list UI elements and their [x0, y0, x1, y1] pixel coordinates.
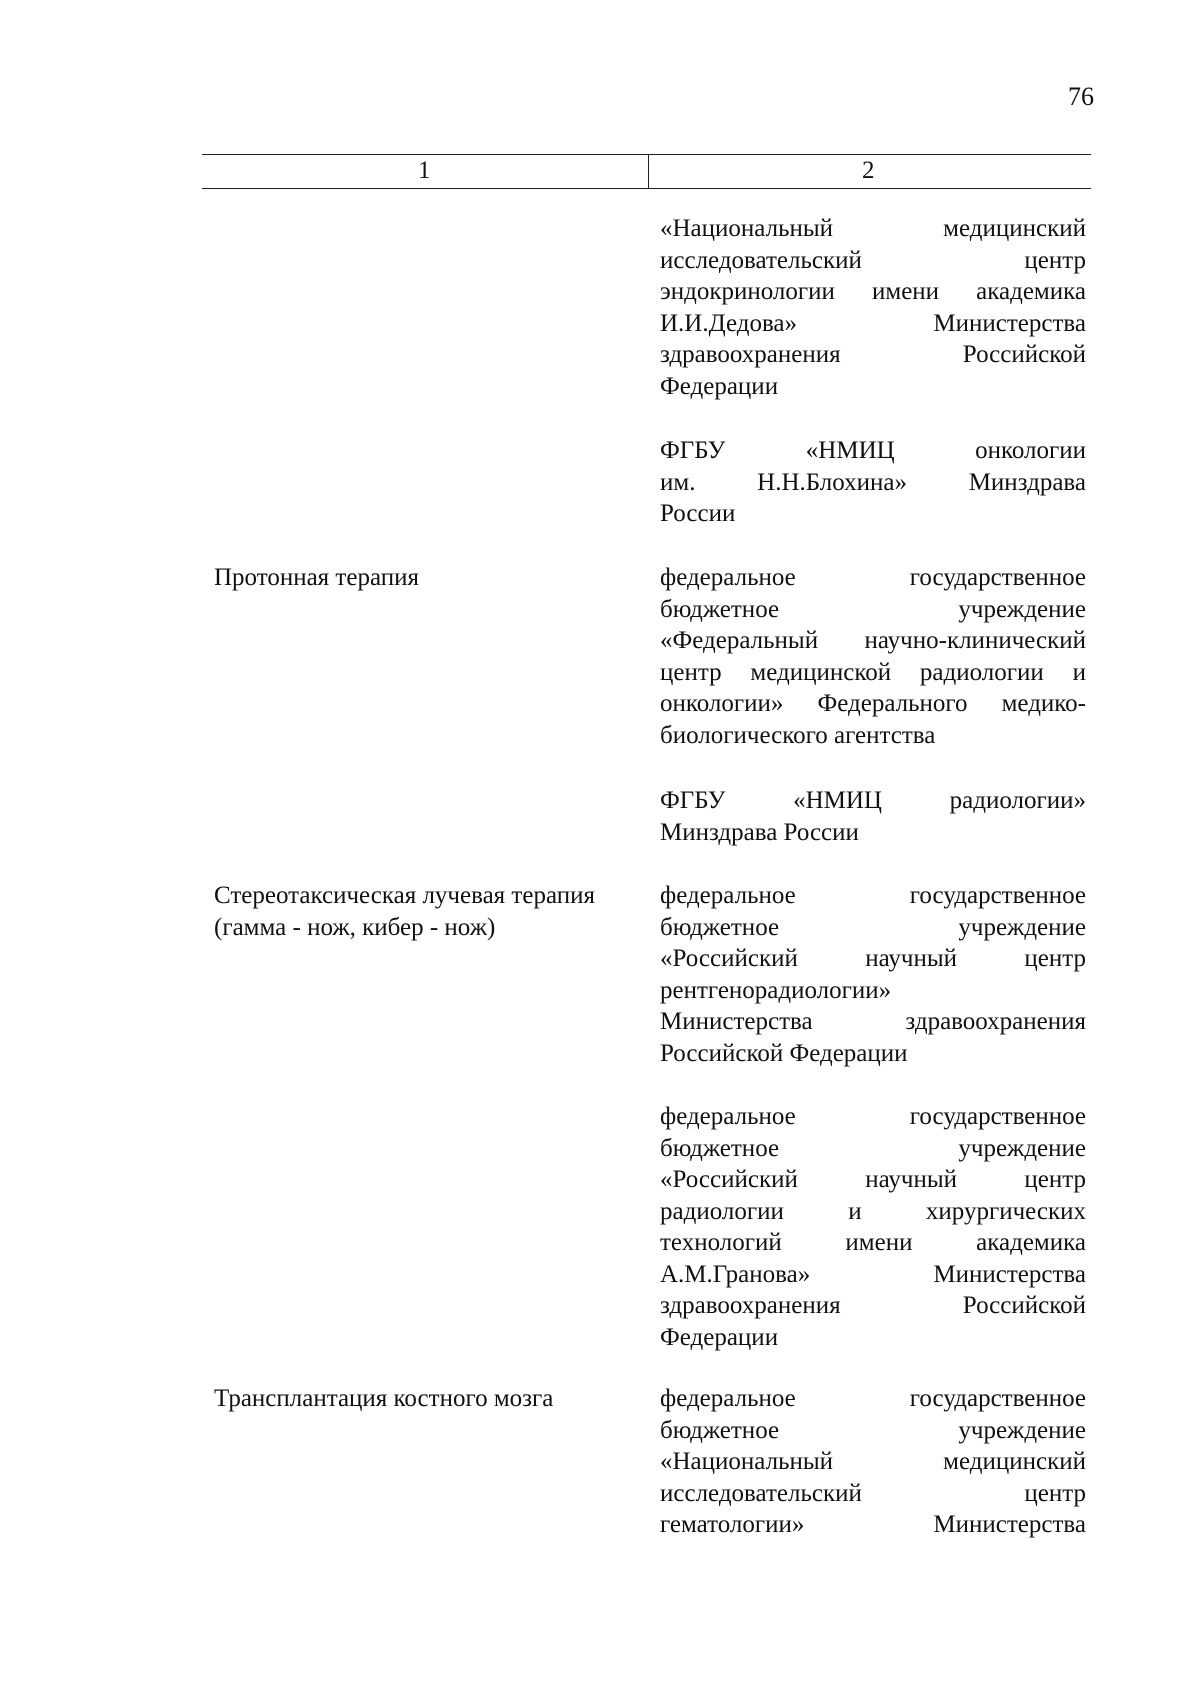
text-line: федеральное государственное: [660, 1103, 1086, 1130]
text-line: А.М.Гранова» Министерства: [660, 1260, 1086, 1288]
text-line: Минздрава России: [660, 818, 859, 846]
procedure-name: Трансплантация костного мозга: [214, 1385, 554, 1412]
text-line: ФГБУ «НМИЦ радиологии»: [660, 787, 1086, 814]
text-line: центр медицинской радиологии и: [660, 658, 1086, 686]
text-line: бюджетное учреждение: [660, 1416, 1086, 1444]
text-line: бюджетное учреждение: [660, 1134, 1086, 1162]
text-line: бюджетное учреждение: [660, 595, 1086, 623]
procedure-name: Протонная терапия: [214, 564, 419, 591]
text-line: эндокринологии имени академика: [660, 278, 1086, 305]
text-line: Российской Федерации: [660, 1039, 908, 1067]
text-line: исследовательский центр: [660, 246, 1086, 274]
text-line: бюджетное учреждение: [660, 913, 1086, 941]
text-line: федеральное государственное: [660, 564, 1086, 591]
column-1-header: 1: [418, 157, 431, 184]
text-line: гематологии» Министерства: [660, 1511, 1086, 1538]
text-line: «Российский научный центр: [660, 1166, 1086, 1193]
text-line: биологического агентства: [660, 721, 936, 749]
procedure-cell: [214, 1383, 644, 1415]
text-line: «Национальный медицинский: [660, 1448, 1086, 1475]
text-line: Федерации: [660, 1323, 779, 1351]
procedure-name: Стереотаксическая лучевая терапия: [214, 882, 595, 909]
institution-block: [660, 880, 1086, 1069]
text-line: им. Н.Н.Блохина» Минздрава: [660, 468, 1086, 496]
text-line: «Федеральный научно-клинический: [660, 627, 1086, 654]
text-line: федеральное государственное: [660, 1385, 1086, 1412]
text-line: исследовательский центр: [660, 1479, 1086, 1507]
procedure-name: (гамма - нож, кибер - нож): [214, 913, 496, 941]
text-line: здравоохранения Российской: [660, 341, 1086, 368]
text-line: Федерации: [660, 372, 779, 400]
text-line: технологий имени академика: [660, 1229, 1086, 1256]
institution-block: [660, 562, 1086, 751]
text-line: Министерства здравоохранения: [660, 1008, 1086, 1035]
text-line: здравоохранения Российской: [660, 1292, 1086, 1319]
text-line: «Национальный медицинский: [660, 215, 1086, 242]
table-header: [202, 154, 1091, 189]
procedure-cell: [214, 562, 644, 594]
column-2-header: 2: [862, 157, 875, 184]
text-line: федеральное государственное: [660, 882, 1086, 909]
text-line: онкологии» Федерального медико-: [660, 690, 1086, 717]
institution-block: [660, 213, 1086, 402]
institution-block: [660, 435, 1086, 530]
text-line: «Российский научный центр: [660, 945, 1086, 972]
institution-block: [660, 1383, 1086, 1541]
institution-block: [660, 785, 1086, 848]
text-line: И.И.Дедова» Министерства: [660, 309, 1086, 337]
institution-block: [660, 1101, 1086, 1353]
page-number: 76: [1068, 82, 1094, 111]
procedure-cell: [214, 880, 644, 943]
text-line: рентгенорадиологии»: [660, 976, 892, 1004]
text-line: России: [660, 500, 736, 527]
column-divider: [648, 155, 649, 188]
text-line: радиологии и хирургических: [660, 1197, 1086, 1225]
text-line: ФГБУ «НМИЦ онкологии: [660, 437, 1086, 464]
